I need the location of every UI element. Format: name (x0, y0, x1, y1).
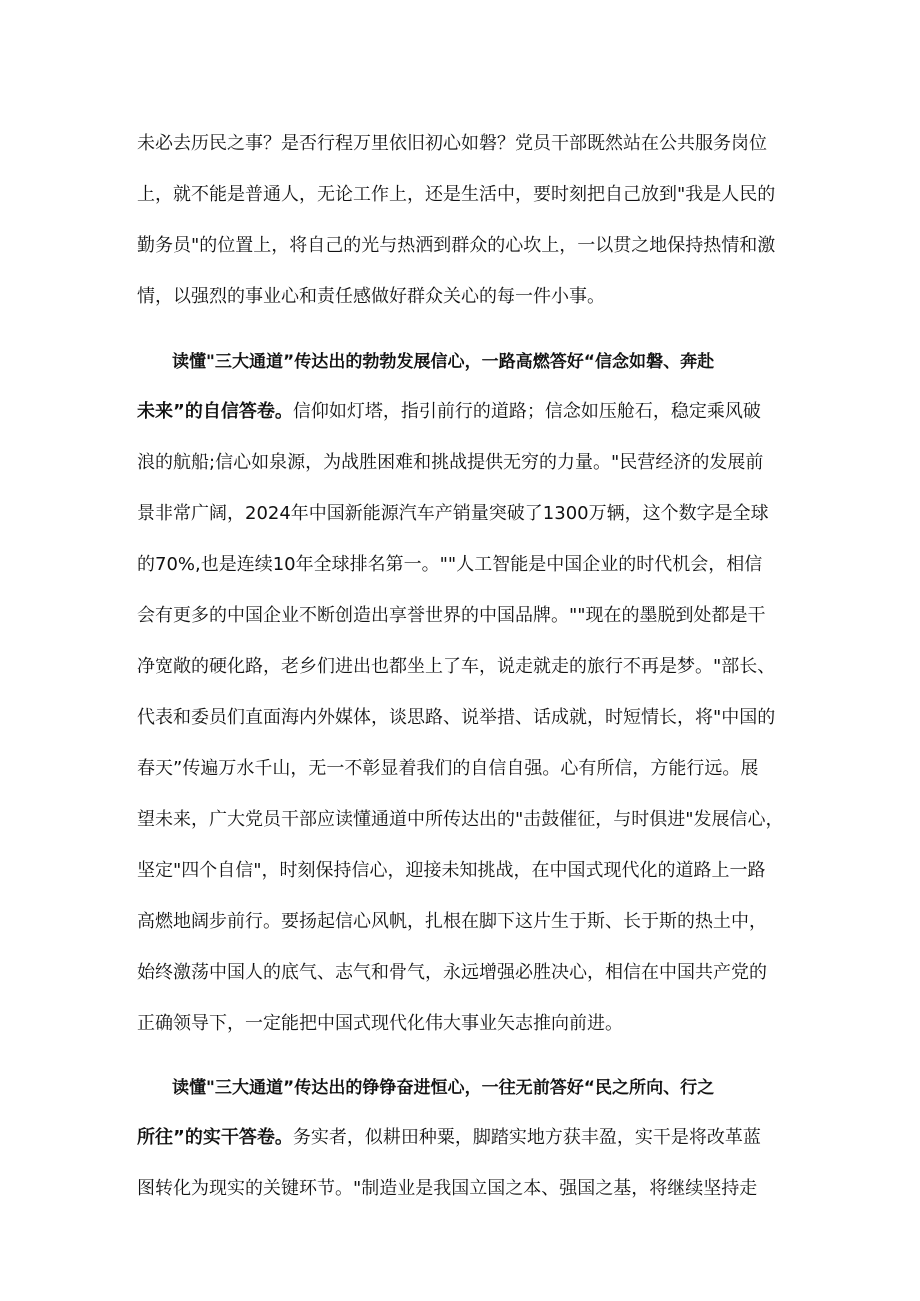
paragraph-3-heading: 读懂"三大通道”传达出的铮铮奋进恒心，一往无前答好“民之所向、行之 (172, 1078, 715, 1098)
paragraph-2-line-10: 望未来，广大党员干部应读懂通道中所传达出的"击鼓催征，与时俱进"发展信心， (137, 809, 784, 830)
paragraph-2-line-8: 代表和委员们直面海内外媒体，谈思路、说举措、话成就，时短情长，将"中国的 (137, 707, 776, 728)
paragraph-2-line-6: 会有更多的中国企业不断创造出享誉世界的中国品牌。""现在的墨脱到处都是干 (137, 605, 766, 626)
paragraph-3-line-3: 图转化为现实的关键环节。"制造业是我国立国之本、强国之基，将继续坚持走 (137, 1178, 758, 1199)
paragraph-2-line-5: 的70%,也是连续10年全球排名第一。""人工智能是中国企业的时代机会，相信 (137, 554, 763, 575)
paragraph-2-line-4: 景非常广阔，2024年中国新能源汽车产销量突破了1300万辆，这个数字是全球 (137, 503, 769, 524)
paragraph-2-line-9: 春天”传遍万水千山，无一不彰显着我们的自信自强。心有所信，方能行远。展 (137, 758, 759, 779)
paragraph-1-line-2: 上，就不能是普通人，无论工作上，还是生活中，要时刻把自己放到"我是人民的 (137, 184, 776, 205)
paragraph-2-line-2-text: 信仰如灯塔，指引前行的道路；信念如压舱石，稳定乘风破 (292, 401, 761, 422)
paragraph-1-line-4: 情，以强烈的事业心和责任感做好群众关心的每一件小事。 (137, 286, 605, 307)
paragraph-2-line-11: 坚定"四个自信"，时刻保持信心，迎接未知挑战，在中国式现代化的道路上一路 (137, 860, 766, 881)
paragraph-2-line-12: 高燃地阔步前行。要扬起信心风帆，扎根在脚下这片生于斯、长于斯的热土中， (137, 911, 767, 932)
paragraph-2-heading: 读懂"三大通道”传达出的勃勃发展信心，一路高燃答好“信念如磐、奔赴 (172, 352, 715, 372)
paragraph-2-line-2 (137, 395, 797, 429)
paragraph-3-line-2-text: 务实者，似耕田种粟，脚踏实地方获丰盈，实干是将改革蓝 (292, 1127, 761, 1148)
paragraph-3-line-2 (137, 1121, 797, 1155)
paragraph-2-line-13: 始终激荡中国人的底气、志气和骨气，永远增强必胜决心，相信在中国共产党的 (137, 962, 767, 983)
paragraph-2-line-3: 浪的航船;信心如泉源，为战胜困难和挑战提供无穷的力量。"民营经济的发展前 (137, 452, 764, 473)
paragraph-2-line-14: 正确领导下，一定能把中国式现代化伟大事业矢志推向前进。 (137, 1013, 623, 1034)
paragraph-2-line-7: 净宽敞的硬化路，老乡们进出也都坐上了车，说走就走的旅行不再是梦。"部长、 (137, 656, 776, 677)
paragraph-1-line-3: 勤务员"的位置上，将自己的光与热洒到群众的心坎上，一以贯之地保持热情和激 (137, 235, 776, 256)
paragraph-3-heading-end: 所往”的实干答卷。 (137, 1127, 293, 1148)
paragraph-2-heading-end: 未来”的自信答卷。 (137, 401, 293, 422)
paragraph-1-line-1: 未必去历民之事？是否行程万里依旧初心如磐？党员干部既然站在公共服务岗位 (137, 133, 767, 154)
